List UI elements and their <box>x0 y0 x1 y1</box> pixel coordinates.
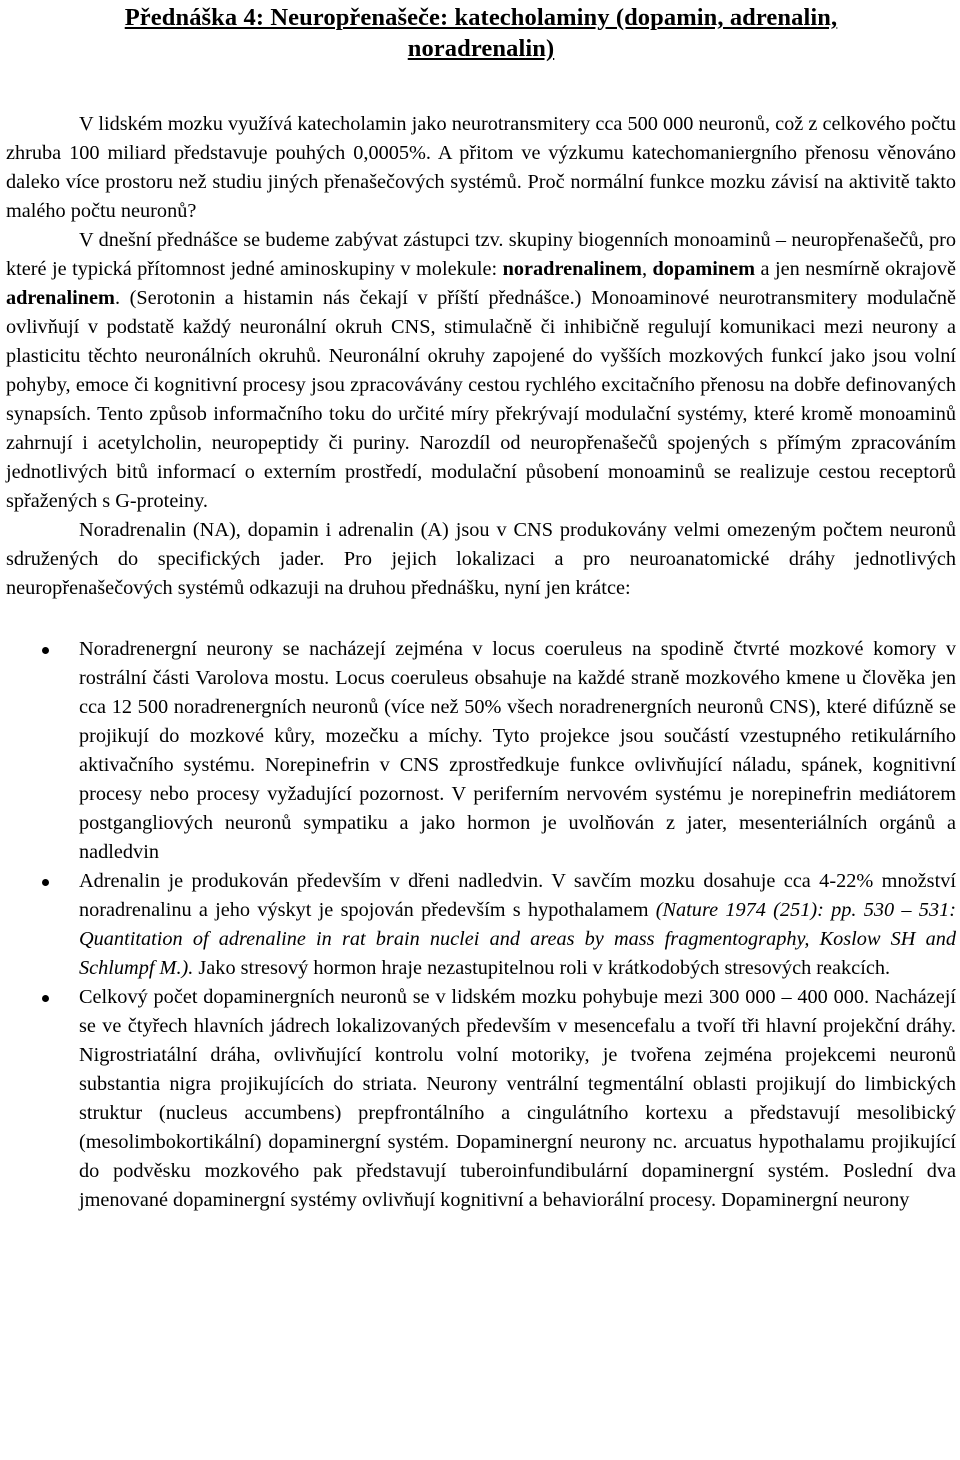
monoamines-paragraph <box>6 226 956 516</box>
intro-paragraph: V lidském mozku využívá katecholamin jako neurotransmitery cca 500 000 neuronů, což z celkového počtu zhruba 100 miliard představuje pouhých 0,0005%. A přitom ve výzkumu katechomaniergního přenosu věnováno daleko více prostoru než studiu jiných přenašečových systémů. Proč normální funkce mozku závisí na aktivitě takto malého počtu neuronů? <box>6 113 956 222</box>
term-noradrenalin: noradrenalinem <box>502 258 642 280</box>
page-title <box>6 2 956 64</box>
list-item-adrenalin <box>6 867 956 983</box>
list-item-text: Adrenalin je produkován především v dřeni nadledvin. V savčím mozku dosahuje cca 4-22% množství noradrenalinu a jeho výskyt je spojován především s hypothalamem <box>79 870 956 921</box>
list-item-text: Celkový počet dopaminergních neuronů se v lidském mozku pohybuje mezi 300 000 – 400 000. Nacházejí se ve čtyřech hlavních jádrech lokalizovaných především v mesencefalu a tvoří tři hlavní projekční dráhy. Nigrostriatální dráha, ovlivňující kontrolu volní motoriky, je tvořena zejména projekcemi neuronů substantia nigra projikujících do striata. Neurony ventrální tegmentální oblasti projikují do limbických struktur (nucleus accumbens) prepfrontálního a cingulátního kortexu a představují mesolibický (mesolimbokortikální) dopaminergní systém. Dopaminergní neurony nc. arcuatus hypothalamu projikující do podvěsku mozkového pak představují tuberoinfundibulární dopaminergní systém. Poslední dva jmenované dopaminergní systémy ovlivňují kognitivní a behaviorální procesy. Dopaminergní neurony <box>79 986 956 1211</box>
list-item-noradrenergic <box>6 635 956 867</box>
citation: (Nature 1974 (251): pp. 530 – 531: Quantitation of adrenaline in rat brain nuclei and areas by mass fragmentography, Koslow SH and Schlumpf M.). <box>79 899 956 979</box>
bullet-list <box>6 635 956 1215</box>
monoamines-text-2: , <box>641 258 653 280</box>
term-adrenalin: adrenalinem <box>6 287 115 309</box>
list-item-text: Noradrenergní neurony se nacházejí zejména v locus coeruleus na spodině čtvrté mozkové komory v rostrální části Varolova mostu. Locus coeruleus obsahuje na každé straně mozkového kmene u člověka jen cca 12 500 noradrenergních neuronů (více než 50% všech noradrenergních neuronů CNS), které difúzně se projikují do mozkové kůry, mozečku a míchy. Tyto projekce jsou součástí vzestupného retikulárního aktivačního systému. Norepinefrin v CNS zprostředkuje funkce ovlivňující náladu, spánek, kognitivní procesy nebo procesy vyžadující pozornost. V periferním nervovém systému je norepinefrin mediátorem postgangliových neuronů sympatiku a jako hormon je uvolňován z jater, mesenteriálních orgánů a nadledvin <box>79 638 956 863</box>
monoamines-text-4: . (Serotonin a histamin nás čekají v příští přednášce.) Monoaminové neurotransmitery modulačně ovlivňují v podstatě každý neuronální okruh CNS, stimulačně či inhibičně regulují komunikaci mezi neurony a plasticitu těchto neuronálních okruhů. Neuronální okruhy zapojené do vyšších mozkových funkcí jako jsou volní pohyby, emoce či kognitivní procesy jsou zpracovávány cestou rychlého excitačního přenosu na dobře definovaných synapsích. Tento způsob informačního toku do určité míry překrývají modulační systémy, které kromě monoaminů zahrnují i acetylcholin, neuropeptidy či puriny. Narozdíl od neuropřenašečů spojených s přímým zpracováním jednotlivých bitů informací o externím prostředí, modulační působení monoaminů se realizuje cestou receptorů spřažených s G-proteiny. <box>6 287 956 512</box>
title-line-2: noradrenalin) <box>407 35 555 62</box>
monoamines-text-3: a jen nesmírně okrajově <box>755 258 957 280</box>
list-item-text-end: Jako stresový hormon hraje nezastupitelnou roli v krátkodobých stresových reakcích. <box>193 957 891 979</box>
list-item-dopaminergic <box>6 983 956 1215</box>
document-body <box>6 110 956 1215</box>
bullet-icon <box>42 647 49 654</box>
localization-paragraph: Noradrenalin (NA), dopamin i adrenalin (A) jsou v CNS produkovány velmi omezeným počtem neuronů sdružených do specifických jader. Pro jejich lokalizaci a pro neuroanatomické dráhy jednotlivých neuropřenašečových systémů odkazuji na druhou přednášku, nyní jen krátce: <box>6 519 956 599</box>
bullet-icon <box>42 879 49 886</box>
term-dopamin: dopaminem <box>652 258 756 280</box>
title-line-1: Přednáška 4: Neuropřenašeče: katecholaminy (dopamin, adrenalin, <box>124 4 838 31</box>
document-page <box>6 0 956 1215</box>
monoamines-text-1: V dnešní přednášce se budeme zabývat zástupci tzv. skupiny biogenních monoaminů – neuropřenašečů, pro které je typická přítomnost jedné aminoskupiny v molekule: <box>6 229 956 280</box>
bullet-icon <box>42 995 49 1002</box>
